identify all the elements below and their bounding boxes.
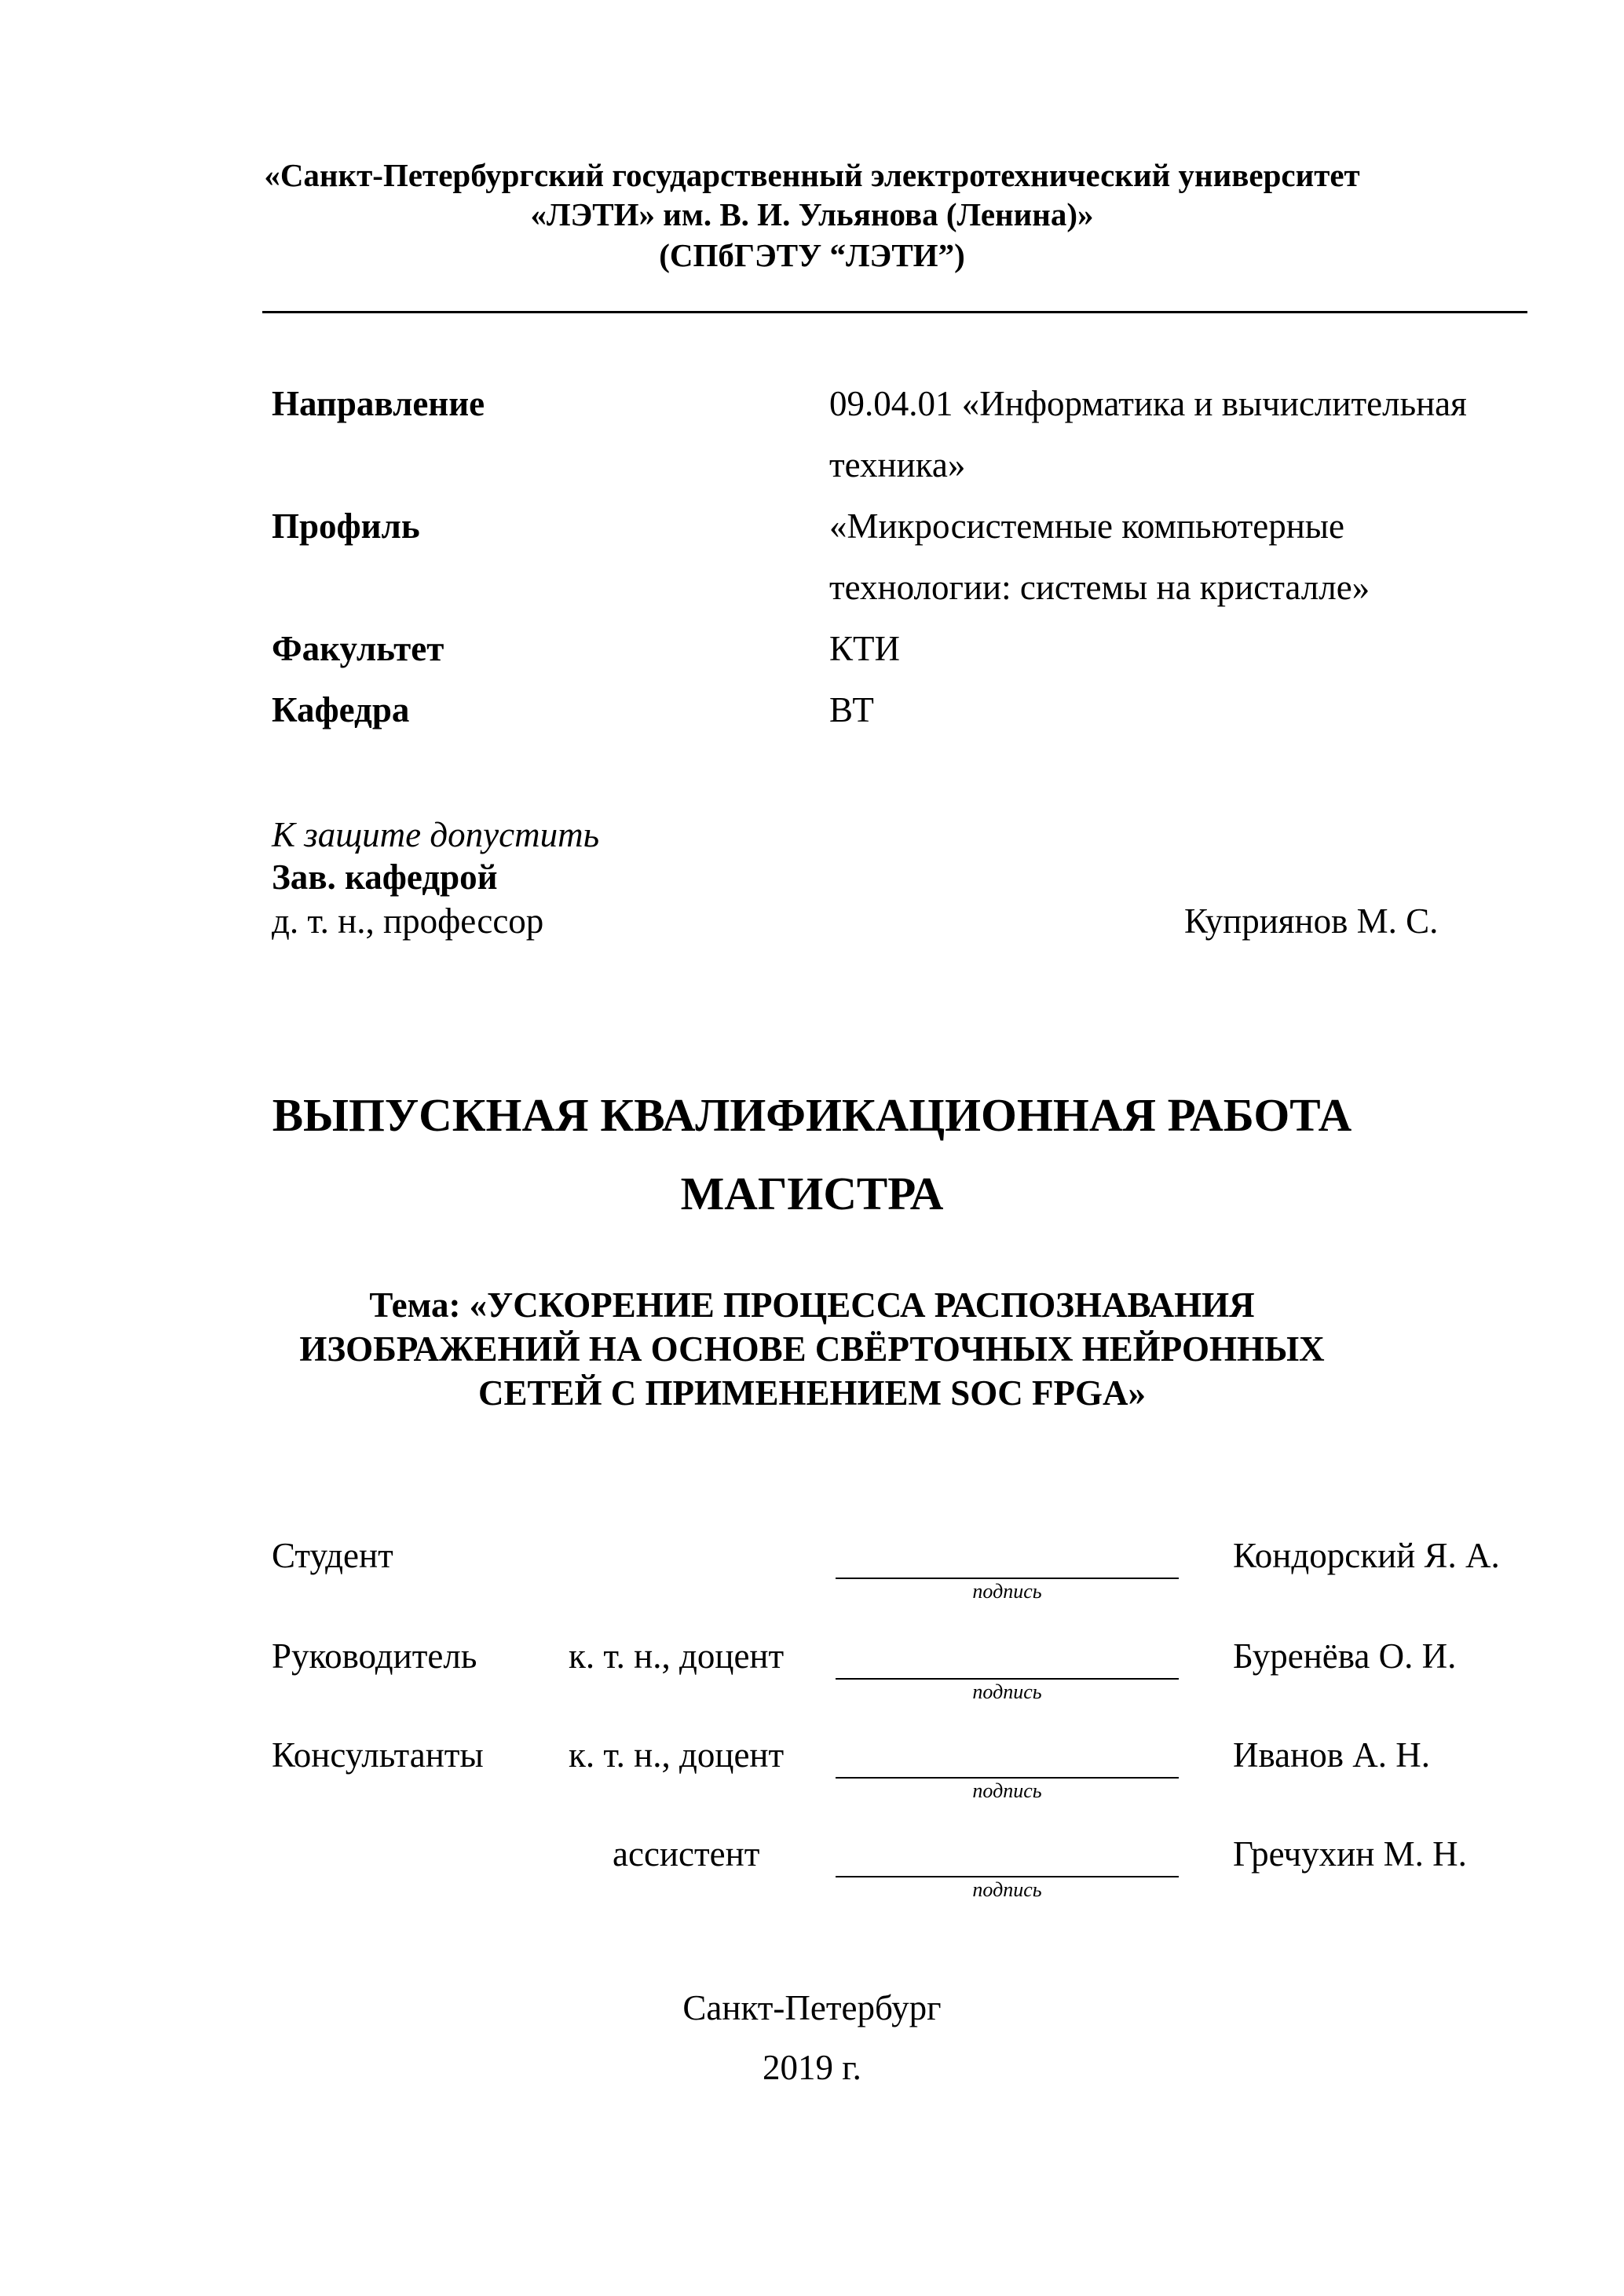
department-head-name: Куприянов М. С.: [1184, 901, 1439, 941]
student-signature-line: [836, 1578, 1179, 1579]
consultant1-signature-caption: подпись: [972, 1779, 1042, 1802]
consultant1-name: Иванов А. Н.: [1233, 1735, 1430, 1775]
supervisor-name: Буренёва О. И.: [1233, 1636, 1457, 1676]
faculty-value: КТИ: [829, 629, 900, 668]
university-abbreviation: (СПбГЭТУ “ЛЭТИ”): [659, 237, 965, 273]
footer-city: Санкт-Петербург: [682, 1988, 942, 2027]
consultants-role: Консультанты: [272, 1735, 484, 1775]
consultant2-name: Гречухин М. Н.: [1233, 1834, 1467, 1874]
profile-value-line2: технологии: системы на кристалле»: [829, 568, 1370, 607]
university-name-line1: «Санкт-Петербургский государственный электротехнический университет: [264, 157, 1360, 193]
direction-value-line1: 09.04.01 «Информатика и вычислительная: [829, 384, 1467, 423]
supervisor-degree: к. т. н., доцент: [569, 1636, 785, 1676]
footer-year: 2019 г.: [763, 2048, 861, 2087]
department-head-degree: д. т. н., профессор: [272, 901, 544, 941]
consultant1-degree: к. т. н., доцент: [569, 1735, 785, 1775]
supervisor-signature-line: [836, 1678, 1179, 1680]
consultant2-degree: ассистент: [613, 1834, 760, 1874]
consultant2-signature-caption: подпись: [972, 1878, 1042, 1901]
thesis-title-line2: МАГИСТРА: [680, 1168, 944, 1219]
supervisor-role: Руководитель: [272, 1636, 477, 1676]
thesis-title-line1: ВЫПУСКНАЯ КВАЛИФИКАЦИОННАЯ РАБОТА: [272, 1089, 1352, 1141]
university-name-line2: «ЛЭТИ» им. В. И. Ульянова (Ленина)»: [530, 196, 1094, 232]
student-signature-caption: подпись: [972, 1580, 1042, 1603]
profile-label: Профиль: [272, 506, 420, 546]
thesis-topic-line1: Тема: «УСКОРЕНИЕ ПРОЦЕССА РАСПОЗНАВАНИЯ: [369, 1285, 1255, 1325]
department-value: ВТ: [829, 690, 874, 729]
department-head-label: Зав. кафедрой: [272, 857, 498, 897]
direction-value-line2: техника»: [829, 445, 966, 484]
supervisor-signature-caption: подпись: [972, 1680, 1042, 1703]
student-role: Студент: [272, 1536, 393, 1575]
thesis-topic-line3: СЕТЕЙ С ПРИМЕНЕНИЕМ SOC FPGA»: [477, 1373, 1147, 1413]
department-label: Кафедра: [272, 690, 410, 729]
profile-value-line1: «Микросистемные компьютерные: [829, 506, 1345, 546]
consultant2-signature-line: [836, 1876, 1179, 1877]
thesis-topic-line2: ИЗОБРАЖЕНИЙ НА ОСНОВЕ СВЁРТОЧНЫХ НЕЙРОННЫХ: [299, 1329, 1325, 1369]
student-name: Кондорский Я. А.: [1233, 1536, 1500, 1575]
header-divider: [262, 311, 1527, 313]
consultant1-signature-line: [836, 1777, 1179, 1779]
admission-permit: К защите допустить: [272, 815, 600, 854]
direction-label: Направление: [272, 384, 485, 423]
faculty-label: Факультет: [272, 629, 444, 668]
